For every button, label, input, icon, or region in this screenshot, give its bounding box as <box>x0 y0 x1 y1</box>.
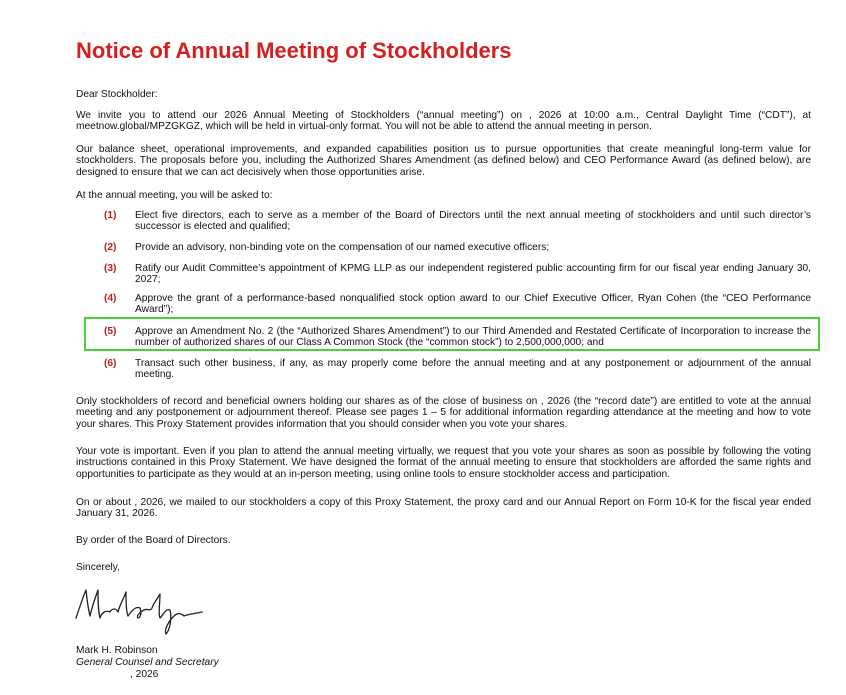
page-title: Notice of Annual Meeting of Stockholders <box>76 38 512 63</box>
handwritten-signature <box>70 578 220 640</box>
proposal-number: (1) <box>104 210 117 221</box>
asked-intro: At the annual meeting, you will be asked to: <box>76 190 273 201</box>
mailing-paragraph: On or about , 2026, we mailed to our stockholders a copy of this Proxy Statement, the proxy card and our Annual Report on Form 10-K for the fiscal year ended January 31, 2026. <box>76 497 811 520</box>
proposal-item-3 <box>104 263 811 286</box>
proposal-item-2 <box>104 242 811 253</box>
proposal-text: Ratify our Audit Committee’s appointment of KPMG LLP as our independent registered public accounting firm for our fiscal year ending January 30, 2027; <box>135 263 811 286</box>
proposal-text: Transact such other business, if any, as may properly come before the annual meeting and at any postponement or adjournment of the annual meeting. <box>135 358 811 381</box>
signature-date: , 2026 <box>130 669 159 680</box>
invitation-paragraph: We invite you to attend our 2026 Annual Meeting of Stockholders (“annual meeting”) on , 2026 at 10:00 a.m., Central Daylight Time (“CDT”), at meetnow.global/MPZGKGZ, which will be held in virtual-only format. You will not be able to attend the annual meeting in person. <box>76 110 811 133</box>
proposal-item-1 <box>104 210 811 233</box>
proposal-text: Elect five directors, each to serve as a member of the Board of Directors until the next annual meeting of stockholders and until such director’s successor is elected and qualified; <box>135 210 811 233</box>
proposal-number: (2) <box>104 242 117 253</box>
highlight-box <box>84 317 820 351</box>
signer-title: General Counsel and Secretary <box>76 657 219 668</box>
proposal-text: Approve the grant of a performance-based nonqualified stock option award to our Chief Executive Officer, Ryan Cohen (the “CEO Performance Award”); <box>135 293 811 316</box>
balance-sheet-paragraph: Our balance sheet, operational improvements, and expanded capabilities position us to pursue opportunities that create meaningful long-term value for stockholders. The proposals before you, including the Authorized Shares Amendment (as defined below) and CEO Performance Award (as defined below), are designed to ensure that we can act decisively when those opportunities arise. <box>76 144 811 178</box>
proposal-number: (3) <box>104 263 117 274</box>
sincerely-line: Sincerely, <box>76 562 120 573</box>
proposal-number: (5) <box>104 326 117 337</box>
proposal-number: (4) <box>104 293 117 304</box>
proposal-item-4 <box>104 293 811 316</box>
signer-name: Mark H. Robinson <box>76 645 158 656</box>
salutation: Dear Stockholder: <box>76 89 158 100</box>
proposal-number: (6) <box>104 358 117 369</box>
record-date-paragraph: Only stockholders of record and beneficial owners holding our shares as of the close of business on , 2026 (the “record date”) are entitled to vote at the annual meeting and any postponement or adjournment thereof. Please see pages 1 – 5 for additional information regarding attendance at the meeting and how to vote your shares. This Proxy Statement provides information that you should consider when you vote your shares. <box>76 396 811 430</box>
proposal-text: Provide an advisory, non-binding vote on the compensation of our named executive officers; <box>135 242 550 253</box>
vote-paragraph: Your vote is important. Even if you plan to attend the annual meeting virtually, we request that you vote your shares as soon as possible by following the voting instructions contained in this Proxy Statement. We have designed the format of the annual meeting to ensure that stockholders are afforded the same rights and opportunities to participate as they would at an in-person meeting, using online tools to ensure stockholder access and participation. <box>76 446 811 480</box>
proposal-item-6 <box>104 358 811 381</box>
board-order-line: By order of the Board of Directors. <box>76 535 231 546</box>
proposal-text: Approve an Amendment No. 2 (the “Authorized Shares Amendment”) to our Third Amended and Restated Certificate of Incorporation to increase the number of authorized shares of our Class A Common Stock (the “common stock”) to 2,500,000,000; and <box>135 326 811 349</box>
